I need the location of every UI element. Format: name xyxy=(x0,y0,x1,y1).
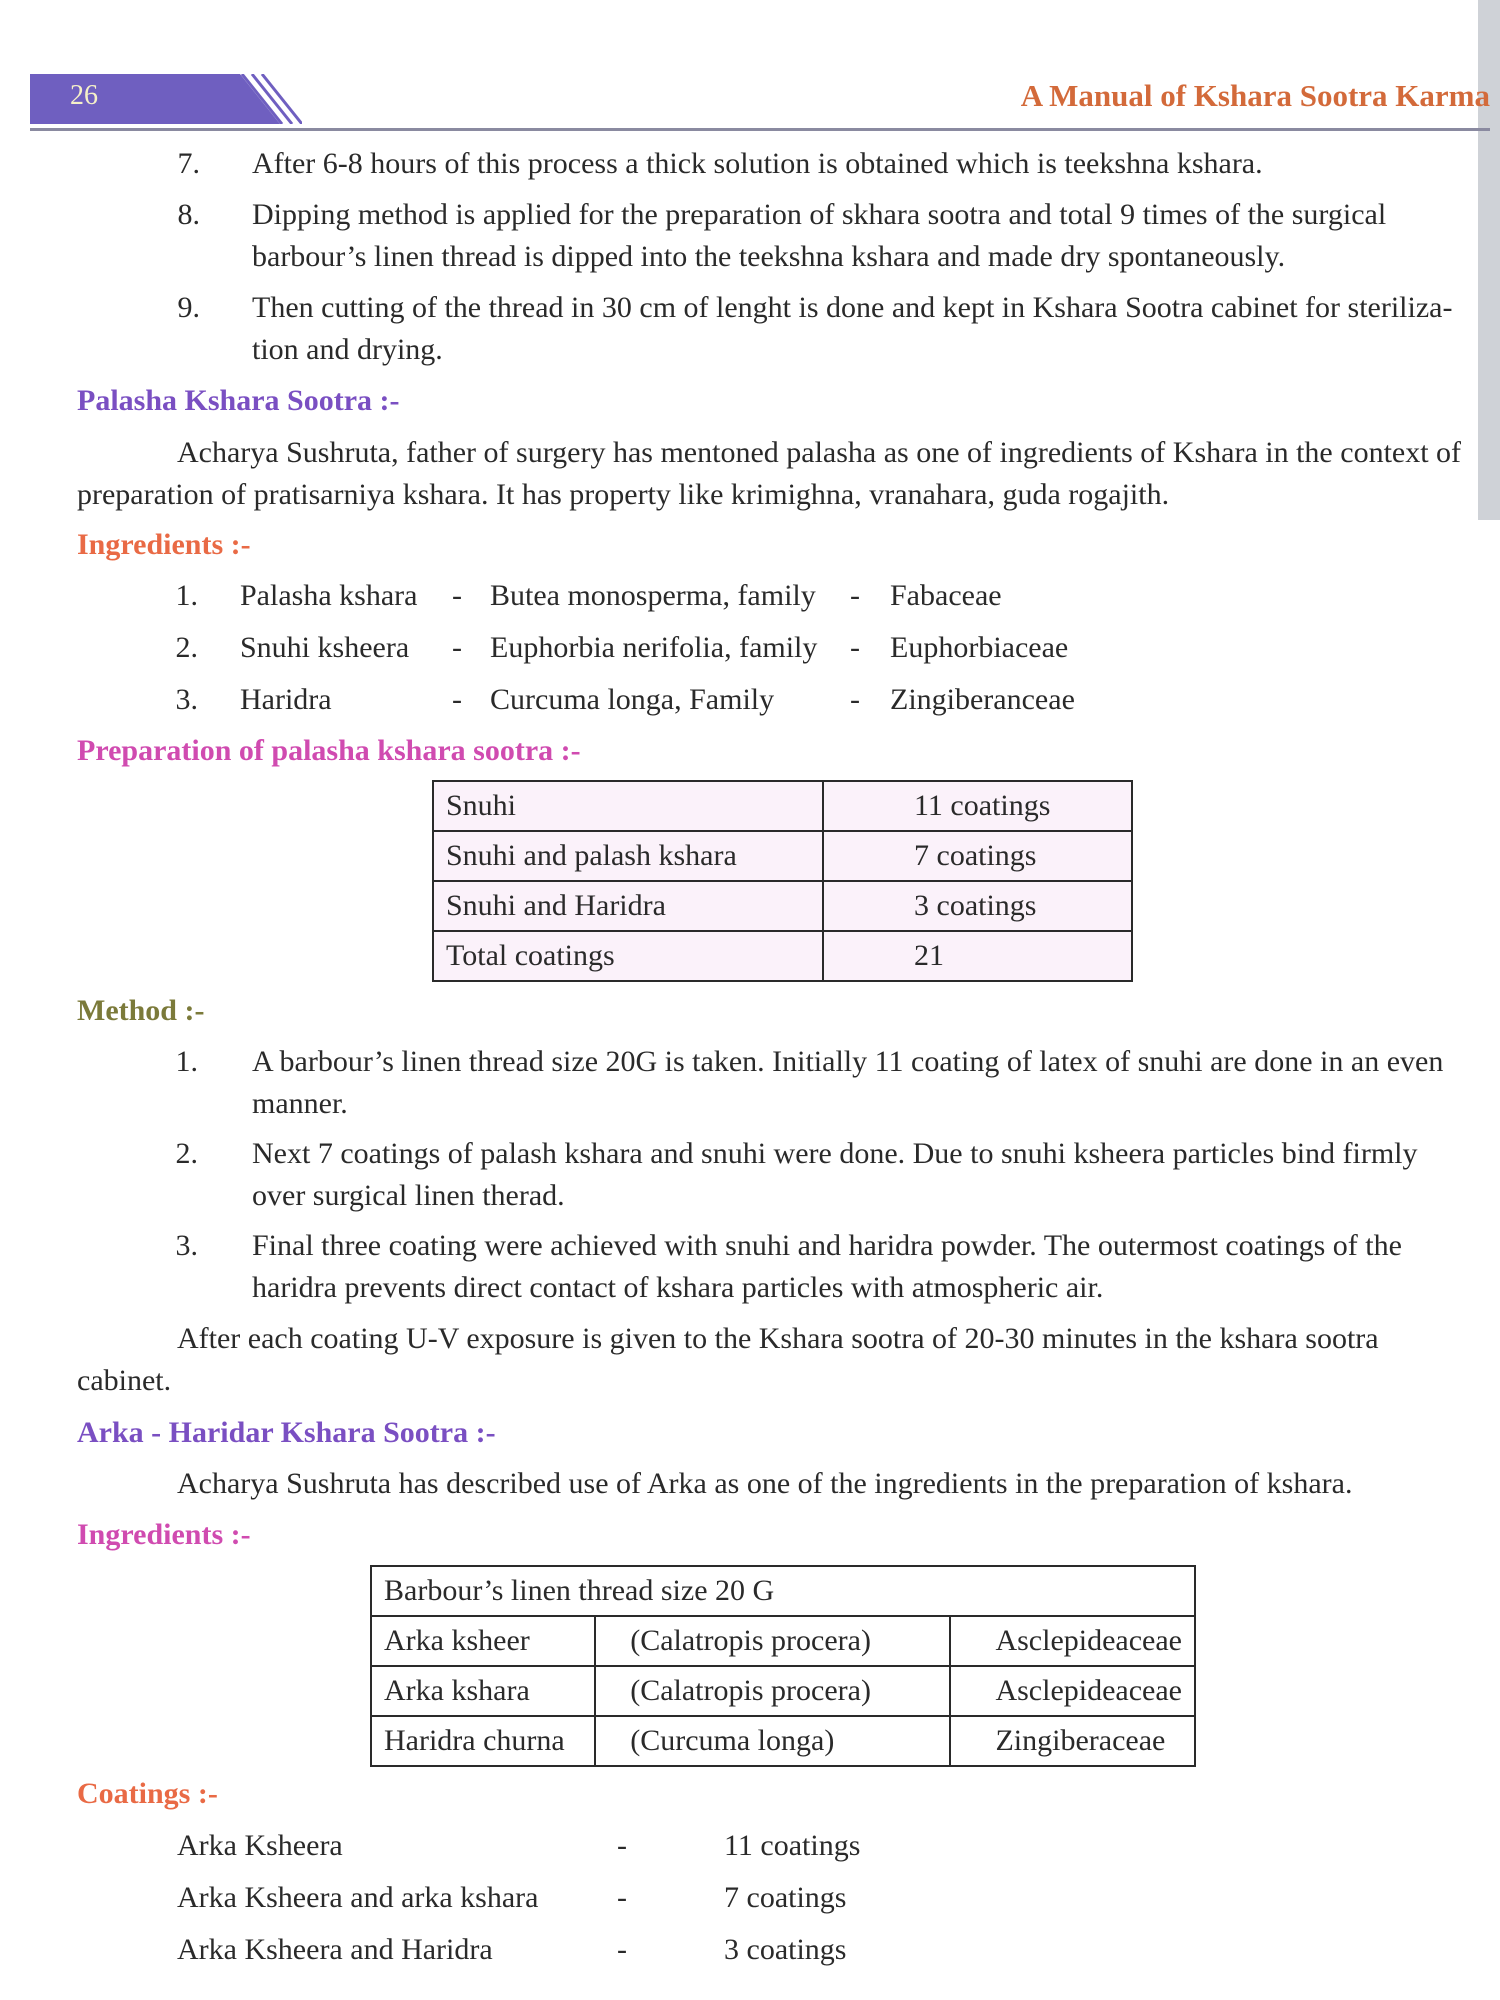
coatings-heading: Coatings :- xyxy=(77,1777,218,1810)
ingredient-name: Haridra xyxy=(240,683,332,716)
coating-name: Arka Ksheera and arka kshara xyxy=(177,1881,539,1914)
step-number: 9. xyxy=(177,291,200,324)
method-step-text: haridra prevents direct contact of kshara particles with atmospheric air. xyxy=(252,1271,1104,1304)
coating-dash: - xyxy=(617,1933,627,1966)
table-cell: 3 coatings xyxy=(823,881,1132,931)
header-rule xyxy=(30,128,1490,131)
step-text: barbour’s linen thread is dipped into the teekshna kshara and made dry spontaneously. xyxy=(252,240,1286,273)
table-row xyxy=(371,1566,1195,1616)
method-step-number: 3. xyxy=(175,1229,198,1262)
step-number: 8. xyxy=(177,198,200,231)
method-step-text: over surgical linen therad. xyxy=(252,1179,565,1212)
table-row xyxy=(371,1666,1195,1716)
step-text: After 6-8 hours of this process a thick solution is obtained which is teekshna kshara. xyxy=(252,147,1263,180)
method-step-text: A barbour’s linen thread size 20G is taken. Initially 11 coating of latex of snuhi are done in an even xyxy=(252,1045,1444,1078)
table-cell: (Calatropis procera) xyxy=(595,1616,950,1666)
ingredient-dash: - xyxy=(850,683,860,716)
coating-value: 3 coatings xyxy=(724,1933,847,1966)
ingredient-number: 2. xyxy=(175,631,198,664)
step-number: 7. xyxy=(177,147,200,180)
table-row xyxy=(433,781,1132,831)
ingredient-botanical: Curcuma longa, Family xyxy=(490,683,775,716)
table-cell: Snuhi and Haridra xyxy=(433,881,823,931)
method-step-text: Next 7 coatings of palash kshara and snuhi were done. Due to snuhi ksheera particles bind firmly xyxy=(252,1137,1418,1170)
preparation-heading: Preparation of palasha kshara sootra :- xyxy=(77,734,581,767)
ingredient-dash: - xyxy=(452,683,462,716)
ingredient-dash: - xyxy=(850,631,860,664)
table-cell: Haridra churna xyxy=(371,1716,595,1766)
method-step-number: 1. xyxy=(175,1045,198,1078)
ingredient-botanical: Butea monosperma, family xyxy=(490,579,816,612)
ingredient-dash: - xyxy=(850,579,860,612)
running-header-title: A Manual of Kshara Sootra Karma xyxy=(1020,78,1490,113)
ingredient-botanical: Euphorbia nerifolia, family xyxy=(490,631,818,664)
paragraph: Acharya Sushruta has described use of Arka as one of the ingredients in the preparation of kshara. xyxy=(177,1467,1353,1500)
table-row xyxy=(433,931,1132,981)
step-text: tion and drying. xyxy=(252,333,443,366)
section-heading-palasha: Palasha Kshara Sootra :- xyxy=(77,384,400,417)
table-row xyxy=(371,1616,1195,1666)
step-text: Then cutting of the thread in 30 cm of lenght is done and kept in Kshara Sootra cabinet for steriliza- xyxy=(252,291,1453,324)
page-number: 26 xyxy=(70,80,98,111)
table-cell: (Curcuma longa) xyxy=(595,1716,950,1766)
ingredient-number: 3. xyxy=(175,683,198,716)
table-row xyxy=(433,881,1132,931)
table-cell: Arka ksheer xyxy=(371,1616,595,1666)
ingredient-family: Euphorbiaceae xyxy=(890,631,1069,664)
paragraph: preparation of pratisarniya kshara. It has property like krimighna, vranahara, guda rogajith. xyxy=(77,478,1170,511)
table-cell: 7 coatings xyxy=(823,831,1132,881)
paragraph: Acharya Sushruta, father of surgery has mentoned palasha as one of ingredients of Kshara in the context of xyxy=(177,436,1462,469)
table-cell: Snuhi xyxy=(433,781,823,831)
ingredient-dash: - xyxy=(452,579,462,612)
table-cell: 11 coatings xyxy=(823,781,1132,831)
coating-name: Arka Ksheera and Haridra xyxy=(177,1933,493,1966)
ingredients-heading: Ingredients :- xyxy=(77,1518,251,1551)
coating-dash: - xyxy=(617,1829,627,1862)
step-text: Dipping method is applied for the preparation of skhara sootra and total 9 times of the surgical xyxy=(252,198,1387,231)
paragraph: After each coating U-V exposure is given to the Kshara sootra of 20-30 minutes in the kshara sootra xyxy=(177,1322,1379,1355)
ingredient-family: Zingiberanceae xyxy=(890,683,1075,716)
method-heading: Method :- xyxy=(77,994,205,1027)
table-row xyxy=(371,1716,1195,1766)
method-step-text: manner. xyxy=(252,1087,348,1120)
table-cell: Asclepideaceae xyxy=(950,1616,1195,1666)
coating-name: Arka Ksheera xyxy=(177,1829,343,1862)
table-cell: Asclepideaceae xyxy=(950,1666,1195,1716)
ingredient-dash: - xyxy=(452,631,462,664)
method-step-text: Final three coating were achieved with snuhi and haridra powder. The outermost coatings of the xyxy=(252,1229,1402,1262)
paragraph: cabinet. xyxy=(77,1364,172,1397)
ingredient-family: Fabaceae xyxy=(890,579,1002,612)
arka-ingredients-table xyxy=(370,1565,1196,1767)
coating-dash: - xyxy=(617,1881,627,1914)
table-cell: 21 xyxy=(823,931,1132,981)
preparation-table xyxy=(432,780,1133,982)
table-cell: Zingiberaceae xyxy=(950,1716,1195,1766)
table-row xyxy=(433,831,1132,881)
table-header-cell: Barbour’s linen thread size 20 G xyxy=(371,1566,1195,1616)
ingredient-name: Palasha kshara xyxy=(240,579,418,612)
method-step-number: 2. xyxy=(175,1137,198,1170)
coating-value: 11 coatings xyxy=(724,1829,861,1862)
table-cell: Total coatings xyxy=(433,931,823,981)
table-cell: Snuhi and palash kshara xyxy=(433,831,823,881)
ingredient-name: Snuhi ksheera xyxy=(240,631,410,664)
coating-value: 7 coatings xyxy=(724,1881,847,1914)
table-cell: (Calatropis procera) xyxy=(595,1666,950,1716)
ingredient-number: 1. xyxy=(175,579,198,612)
ingredients-heading: Ingredients :- xyxy=(77,528,251,561)
section-heading-arka: Arka - Haridar Kshara Sootra :- xyxy=(77,1416,496,1449)
table-cell: Arka kshara xyxy=(371,1666,595,1716)
